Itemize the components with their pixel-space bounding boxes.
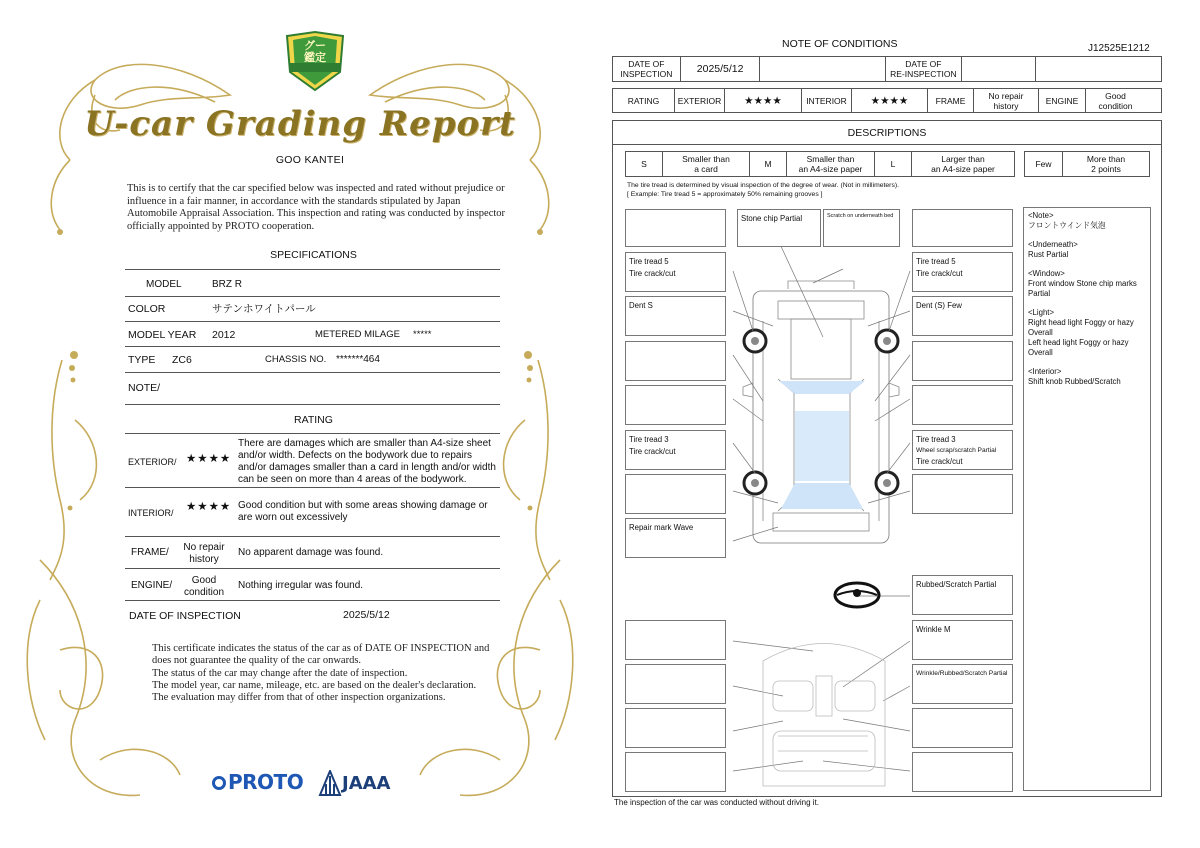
- rear-right-box: [912, 474, 1013, 514]
- frame-label: FRAME/: [131, 547, 169, 558]
- engine-label: ENGINE: [1039, 89, 1086, 112]
- interior-label: INTERIOR: [802, 89, 852, 112]
- jaaa-logo-icon: [318, 770, 342, 796]
- rating-label: RATING: [613, 89, 675, 112]
- wrinkle-box: [912, 620, 1013, 660]
- wrinkle-rubbed-text: Wrinkle/Rubbed/Scratch Partial: [916, 670, 1008, 677]
- steering-rubbed-box: [912, 575, 1013, 615]
- re-inspection-value: [962, 57, 1037, 81]
- light-heading: <Light>: [1028, 308, 1055, 317]
- proto-logo-text: PROTO: [228, 770, 304, 794]
- legend-l: L: [875, 152, 912, 176]
- front-left-note-box: [625, 209, 726, 247]
- tire-crack-text: Tire crack/cut: [629, 446, 676, 456]
- front-right-note-box: [912, 209, 1013, 247]
- underneath-text: Scratch on underneath bed: [827, 213, 894, 219]
- descriptions-panel: [612, 120, 1162, 797]
- underneath-box: [823, 209, 900, 247]
- footer-line: The status of the car may change after the date of inspection.: [152, 667, 408, 679]
- interior-heading: <Interior>: [1028, 367, 1062, 376]
- date-of-inspection-label: DATE OF INSPECTION: [129, 610, 241, 622]
- date-of-inspection-label: DATE OF INSPECTION: [613, 57, 681, 81]
- empty-cell: [760, 57, 886, 81]
- note-title: NOTE OF CONDITIONS: [782, 38, 898, 50]
- steering-wheel-icon: [835, 583, 879, 607]
- proto-logo: [212, 770, 303, 794]
- empty-cell: [1036, 57, 1161, 81]
- window-body: Front window Stone chip marks Partial: [1028, 279, 1137, 298]
- frame-description: No apparent damage was found.: [238, 547, 384, 558]
- color-label: COLOR: [128, 303, 166, 315]
- chassis-value: *******464: [336, 354, 380, 365]
- dent-s-box: [625, 296, 726, 336]
- note-body: フロントウインド気泡: [1028, 221, 1106, 230]
- wrinkle-text: Wrinkle M: [916, 625, 951, 634]
- underneath-body: Rust Partial: [1028, 250, 1069, 259]
- rear-left-tire-box: [625, 430, 726, 470]
- mileage-label: METERED MILAGE: [315, 329, 400, 340]
- goo-kantei-emblem: [287, 32, 343, 90]
- interior-left-box-3: [625, 708, 726, 748]
- type-label: TYPE: [128, 354, 156, 366]
- legend-m-desc: Smaller than an A4-size paper: [787, 152, 875, 176]
- note-label: NOTE/: [128, 382, 161, 394]
- engine-description: Nothing irregular was found.: [238, 580, 364, 591]
- legend-s-desc: Smaller than a card: [663, 152, 750, 176]
- exterior-description: There are damages which are smaller than A4-size sheet and/or width. Defects on the bodywork due to repairs and/or damages smaller than a card in length and/or width can be seen on more than 4 areas of the bodywork.: [238, 438, 496, 485]
- engine-value: Good condition: [1098, 90, 1133, 111]
- interior-label: INTERIOR/: [128, 508, 174, 518]
- interior-left-box-4: [625, 752, 726, 792]
- dent-few-box: [912, 296, 1013, 336]
- specifications-heading: SPECIFICATIONS: [270, 249, 357, 261]
- chassis-label: CHASSIS NO.: [265, 354, 327, 365]
- certificate-footer: [152, 643, 492, 704]
- repair-mark-text: Repair mark Wave: [629, 523, 694, 532]
- tire-crack-text: Tire crack/cut: [916, 268, 963, 278]
- note-heading: <Note>: [1028, 211, 1054, 220]
- tire-tread-text: Tire tread 3: [916, 435, 956, 444]
- front-right-tire-box: [912, 252, 1013, 292]
- wheel-scrap-text: Wheel scrap/scratch Partial: [916, 447, 997, 454]
- mileage-value: *****: [413, 329, 432, 340]
- jaaa-logo: JAAA: [342, 773, 391, 794]
- descriptions-heading: DESCRIPTIONS: [613, 121, 1161, 145]
- footer-line: The model year, car name, mileage, etc. are based on the dealer's declaration.: [152, 679, 477, 691]
- window-heading: <Window>: [1028, 269, 1065, 278]
- interior-description: Good condition but with some areas showing damage or are worn out excessively: [238, 500, 488, 523]
- tire-note-line: [ Example: Tire tread 5 = approximately 50% remaining grooves ]: [627, 191, 823, 198]
- legend-few: Few: [1025, 152, 1063, 176]
- stone-chip-text: Stone chip Partial: [741, 214, 803, 223]
- remarks-panel: [1023, 207, 1151, 791]
- model-year-value: 2012: [212, 329, 236, 341]
- stone-chip-box: [737, 209, 821, 247]
- footer-line: This certificate indicates the status of the car as of DATE OF INSPECTION and does not guarantee the quality of the car onwards.: [152, 643, 490, 667]
- tire-tread-text: Tire tread 5: [916, 257, 956, 266]
- model-value: BRZ R: [212, 279, 242, 290]
- re-inspection-label: DATE OF RE-INSPECTION: [886, 57, 962, 81]
- tire-note-line: The tire tread is determined by visual inspection of the degree of wear. (Not in millimeters).: [627, 182, 899, 189]
- inspection-date-row: [612, 56, 1162, 82]
- color-value: サテンホワイトパール: [212, 303, 316, 315]
- rating-heading: RATING: [294, 414, 333, 426]
- left-side-box-2: [625, 385, 726, 425]
- model-label: MODEL: [146, 279, 182, 290]
- legend-m: M: [750, 152, 787, 176]
- rating-row: [612, 88, 1162, 113]
- legend-s: S: [626, 152, 663, 176]
- footer-line: The evaluation may differ from that of other inspection organizations.: [152, 692, 446, 704]
- certificate-intro: This is to certify that the car specified below was inspected and rated without prejudice or influence in a fair manner, in accordance with the standards stipulated by Japan Automobile Appraisal Association. This inspection and rating was conducted by inspector officially appointed by PROTO cooperation.: [127, 183, 506, 232]
- left-side-box: [625, 341, 726, 381]
- exterior-stars: ★★★★: [725, 89, 802, 112]
- interior-right-box-4: [912, 752, 1013, 792]
- right-side-box-2: [912, 385, 1013, 425]
- certificate-title: U-car Grading Report: [84, 104, 516, 144]
- engine-label: ENGINE/: [131, 580, 173, 591]
- right-side-box: [912, 341, 1013, 381]
- emblem-text: グー 鑑定: [304, 40, 326, 64]
- exterior-stars: ★★★★: [186, 453, 232, 465]
- light-body: Right head light Foggy or hazy Overall: [1028, 318, 1134, 337]
- model-year-label: MODEL YEAR: [128, 329, 197, 341]
- tire-tread-text: Tire tread 5: [629, 257, 669, 266]
- interior-right-box-3: [912, 708, 1013, 748]
- dent-few-text: Dent (S) Few: [916, 301, 962, 310]
- exterior-label: EXTERIOR: [675, 89, 725, 112]
- date-of-inspection-value: 2025/5/12: [343, 609, 390, 621]
- legend-few-desc: More than 2 points: [1086, 154, 1126, 174]
- certificate-subtitle: GOO KANTEI: [275, 154, 345, 166]
- engine-value: Good condition: [183, 575, 225, 598]
- document-id: J12525E1212: [1088, 43, 1150, 54]
- exterior-label: EXTERIOR/: [128, 457, 177, 467]
- light-body: Left head light Foggy or hazy Overall: [1028, 338, 1129, 357]
- type-value: ZC6: [172, 354, 192, 366]
- tire-crack-text: Tire crack/cut: [916, 457, 963, 466]
- tire-tread-text: Tire tread 3: [629, 435, 669, 444]
- frame-value: No repair history: [183, 542, 225, 565]
- repair-mark-box: [625, 518, 726, 558]
- legend-l-desc: Larger than an A4-size paper: [931, 154, 995, 174]
- interior-stars: ★★★★: [852, 89, 928, 112]
- date-of-inspection-value: 2025/5/12: [681, 57, 761, 81]
- frame-label: FRAME: [928, 89, 974, 112]
- tire-crack-text: Tire crack/cut: [629, 268, 676, 278]
- note-of-conditions: [606, 0, 1200, 848]
- interior-body: Shift knob Rubbed/Scratch: [1028, 377, 1121, 386]
- frame-value: No repair history: [974, 89, 1039, 112]
- underneath-heading: <Underneath>: [1028, 240, 1078, 249]
- interior-stars: ★★★★: [186, 501, 232, 513]
- front-left-tire-box: [625, 252, 726, 292]
- dent-s-text: Dent S: [629, 301, 653, 310]
- inspection-footnote: The inspection of the car was conducted without driving it.: [614, 798, 819, 807]
- rubbed-text: Rubbed/Scratch Partial: [916, 580, 997, 589]
- rear-right-tire-box: [912, 430, 1013, 470]
- wrinkle-rubbed-box: [912, 664, 1013, 704]
- interior-left-box-2: [625, 664, 726, 704]
- rear-left-box: [625, 474, 726, 514]
- interior-left-box-1: [625, 620, 726, 660]
